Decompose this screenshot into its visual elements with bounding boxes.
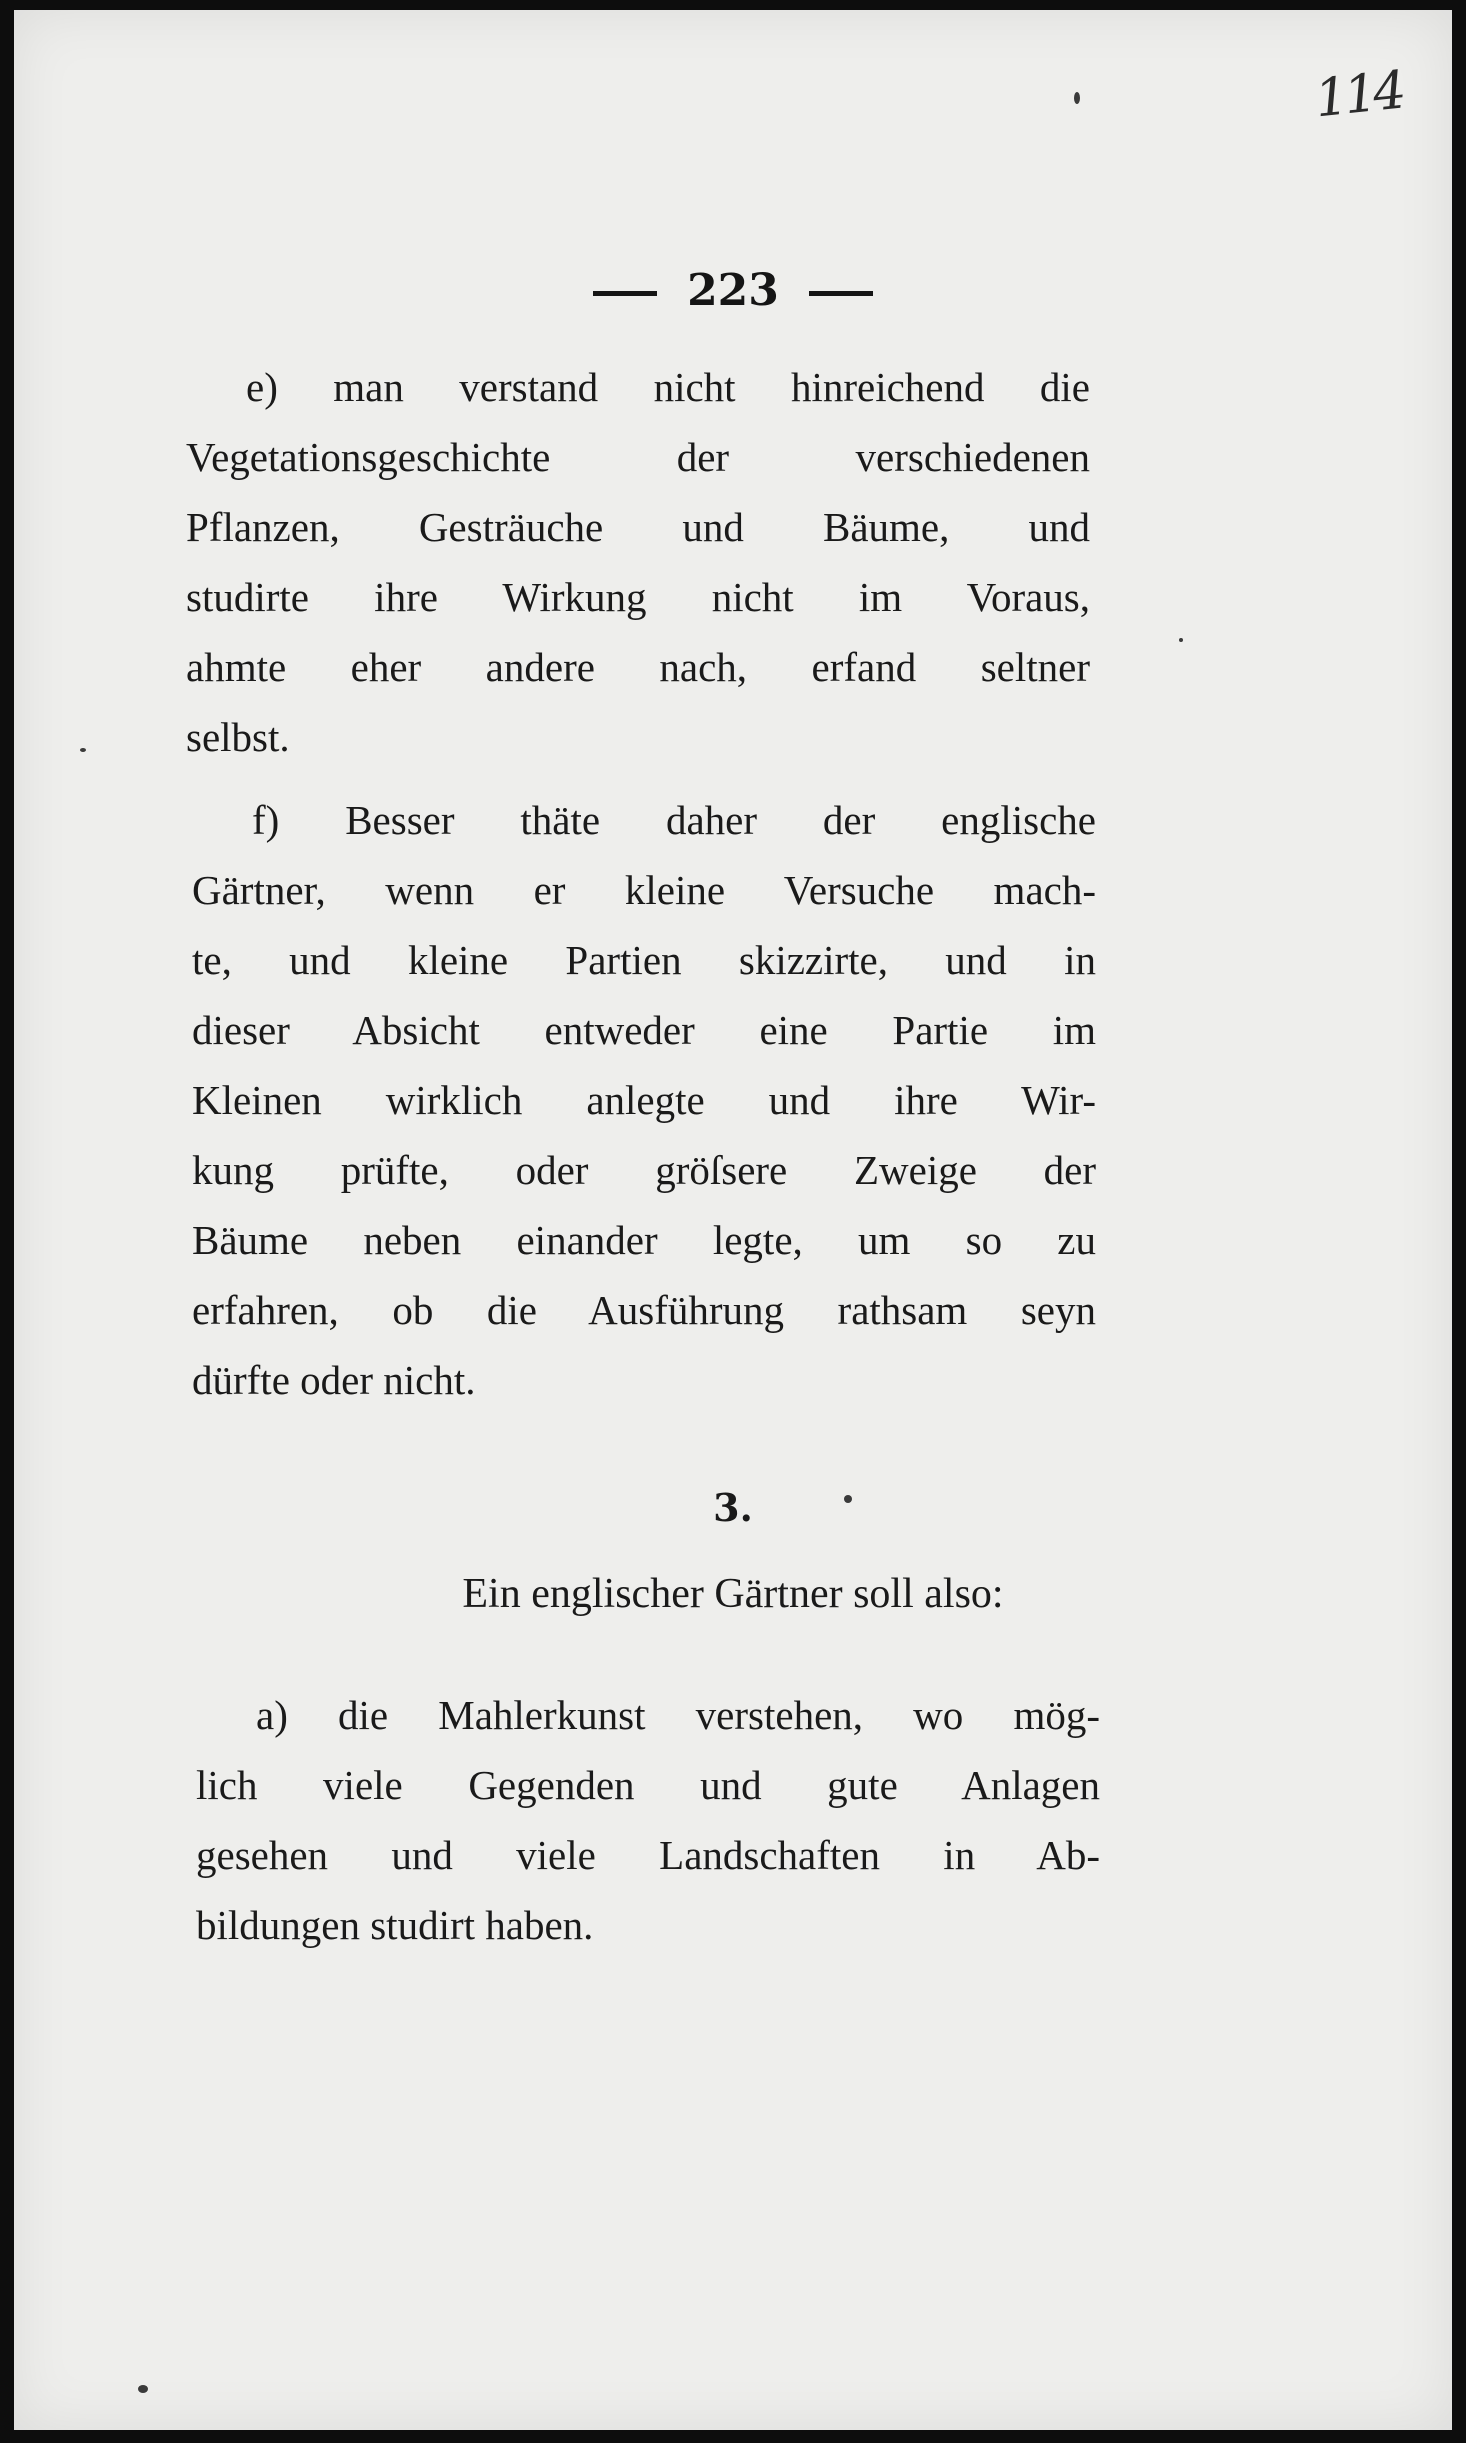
section-number: 3. [713,1485,753,1530]
page-header [14,265,1452,316]
pencil-annotation: 114 [1311,60,1405,130]
text-line: Bäume neben einander legte, um so zu [192,1217,1096,1263]
text-line: erfahren, ob die Ausführung rathsam seyn [192,1287,1096,1333]
paragraph-f [192,785,1096,1415]
paragraph-e [186,352,1090,772]
text-line: f) Besser thäte daher der englische [252,797,1096,843]
text-line: te, und kleine Partien skizzirte, und in [192,937,1096,983]
text-line: Gärtner, wenn er kleine Versuche mach- [192,867,1096,913]
page-number: 223 [687,265,779,316]
text-line: dürfte oder nicht. [192,1357,476,1403]
section-title: Ein englischer Gärtner soll also: [462,1571,1004,1617]
book-page [14,10,1452,2430]
speck [1074,92,1080,104]
text-line: kung prüfte, oder gröſsere Zweige der [192,1147,1096,1193]
header-dash-right [809,291,873,296]
text-line: Pflanzen, Gesträuche und Bäume, und [186,504,1090,550]
text-line: e) man verstand nicht hinreichend die [246,364,1090,410]
header-dash-left [593,291,657,296]
speck [80,748,86,752]
text-line: Kleinen wirklich anlegte und ihre Wir- [192,1077,1096,1123]
text-line: studirte ihre Wirkung nicht im Voraus, [186,574,1090,620]
text-line: dieser Absicht entweder eine Partie im [192,1007,1096,1053]
text-line: bildungen studirt haben. [196,1902,594,1948]
text-line: ahmte eher andere nach, erfand seltner [186,644,1090,690]
text-line: gesehen und viele Landschaften in Ab- [196,1832,1100,1878]
speck [138,2385,148,2393]
speck [1179,638,1183,642]
text-line: selbst. [186,714,290,760]
paragraph-a [196,1680,1100,1960]
text-line: a) die Mahlerkunst verstehen, wo mög- [256,1692,1100,1738]
text-line: Vegetationsgeschichte der verschiedenen [186,434,1090,480]
text-line: lich viele Gegenden und gute Anlagen [196,1762,1100,1808]
